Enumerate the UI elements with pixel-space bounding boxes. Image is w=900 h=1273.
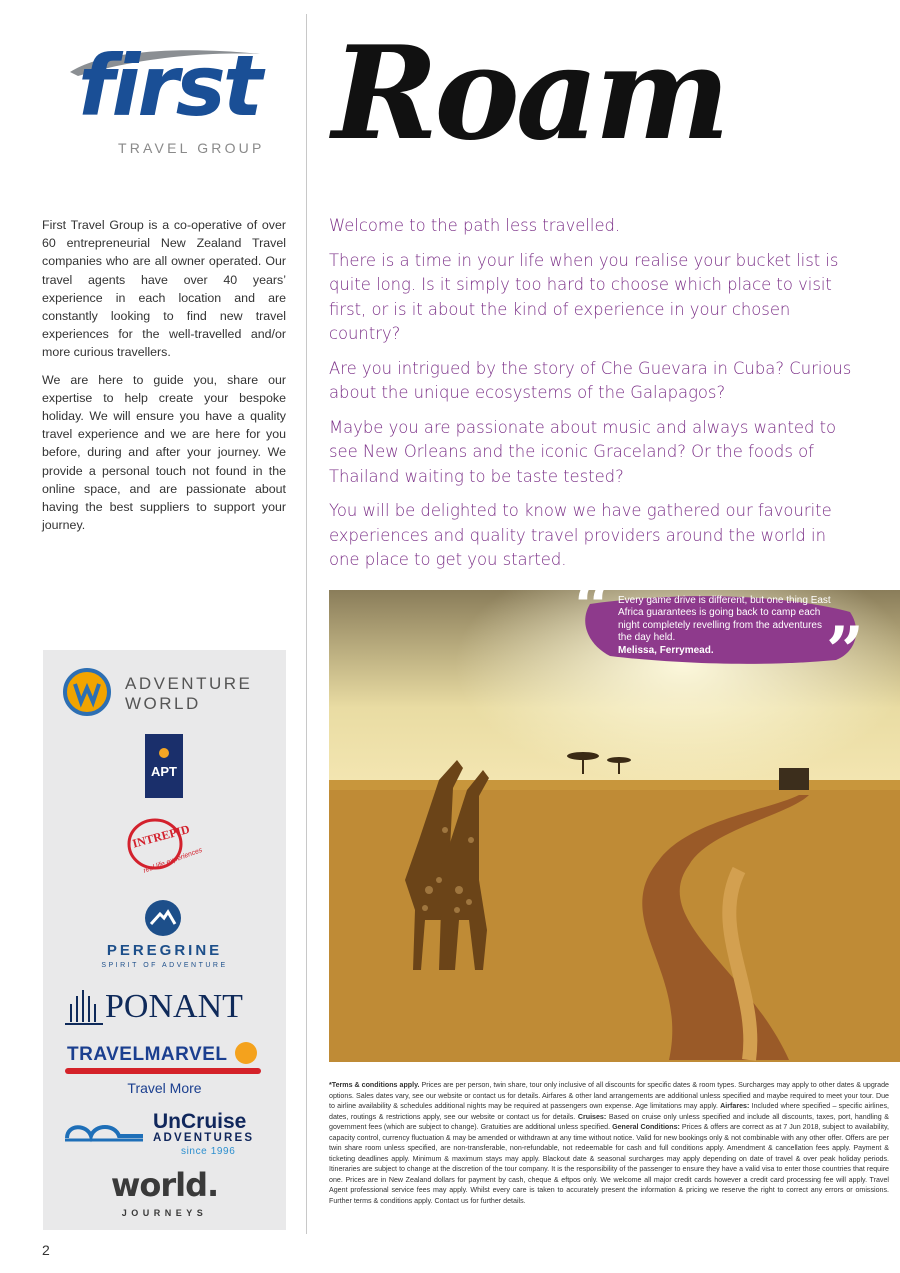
travelmarvel-sun-icon <box>235 1042 257 1064</box>
intro-paragraph: First Travel Group is a co-operative of over 60 entrepreneurial New Zealand Travel companies who are all owner operated. Our travel agents have over 40 years’ experience in each location and are constantly looking to find new travel experiences for the well-travelled and/or more curious travellers. <box>42 218 286 360</box>
column-divider <box>306 14 307 1234</box>
quote-author: Melissa, Ferrymead. <box>618 644 714 656</box>
ponant-logo: PONANT <box>105 988 243 1025</box>
world-journeys-subtitle: JOURNEYS <box>121 1208 208 1218</box>
intrepid-tagline: real life experiences <box>142 846 203 875</box>
adventure-world-logo: ADVENTURE WORLD <box>125 674 253 713</box>
terms-and-conditions <box>329 1080 889 1206</box>
travelmarvel-logo: TRAVELMARVEL <box>67 1044 228 1065</box>
main-paragraph: There is a time in your life when you realise your bucket list is quite long. Is it simply too hard to choose which place to visit first, or is it about the kind of experience in your chosen country? <box>329 250 839 343</box>
uncruise-since: since 1996 <box>181 1146 236 1157</box>
apt-logo <box>145 734 183 798</box>
terms-general-label: General Conditions: <box>612 1123 680 1131</box>
travelmarvel-tagline: Travel More <box>127 1080 202 1096</box>
terms-heading: *Terms & conditions apply. <box>329 1081 420 1089</box>
logo-wordmark: first <box>78 37 260 135</box>
apt-label: APT <box>151 764 177 779</box>
terms-text: Prices & offers are correct as at 7 Jun 2018, subject to availability, capacity control, currency fluctuation & may be amended or withdrawn at any time without notice. Valid for new bookings only & not combinable with any other offer. Offers are per twin share room unless specified, are non-transferable, non-refundable, not redeemable for cash and full conditions apply. Amendment & cancellation fees apply. Payment & ticketing deadlines apply. Minimum & maximum stays may apply. Blackout date & seasonal surcharges may apply depending on date of travel & over peak holiday periods. Itineraries are subject to change at the discretion of the tour company. It is the responsibility of the passenger to ensure they have a valid visa to enter those countries that require one. Prices are in New Zealand dollars for payment by cash, cheque & eftpos only. We welcome all major credit cards however a credit card processing fee will apply. Travel Agent professional service fees may apply. Whilst every care is taken to accurately present the information & pricing we reserve the right to correct any errors or omissions. Further terms & conditions apply. Contact us for further details. <box>329 1123 889 1205</box>
testimonial-quote <box>618 595 838 657</box>
main-paragraph: Are you intrigued by the story of Che Guevara in Cuba? Curious about the unique ecosystems of the Galapagos? <box>329 358 852 402</box>
main-paragraph: You will be delighted to know we have gathered our favourite experiences and quality travel providers around the world in one place to get you started. <box>329 501 832 569</box>
peregrine-mountain-icon <box>145 900 181 936</box>
terms-text: Prices are per person, twin share, tour only inclusive of all discounts for specific dates & room types. Surcharges may apply to other dates & upgrade options. Sales dates vary, see our website or contact us for details. Airfares & other land arrangements are additional unless specified and maybe required to meet your tour. Due to airline availability & schedules additional nights may be required at passengers own expense. Age limitations may apply. <box>329 1081 889 1110</box>
quote-text: Every game drive is different, but one thing East Africa guarantees is going back to camp each night completely revelling from the adventures the day held. <box>618 595 831 644</box>
close-quote-icon: ” <box>826 612 864 690</box>
uncruise-logo: UnCruise <box>153 1110 247 1133</box>
peregrine-tagline: SPIRIT OF ADVENTURE <box>101 962 228 969</box>
intrepid-label: INTREPID <box>130 821 192 851</box>
partner-logos-panel <box>43 650 286 1230</box>
adventure-world-icon <box>63 668 111 716</box>
uncruise-wave-icon <box>63 1116 147 1144</box>
main-text <box>329 214 859 583</box>
main-paragraph: Maybe you are passionate about music and always wanted to see New Orleans and the iconic Graceland? Or the foods of Thailand waiting to be taste tested? <box>329 417 837 486</box>
intro-paragraph: We are here to guide you, share our expertise to help create your bespoke holiday. We will ensure you have a quality travel experience and we are here for you before, during and after your journey. We provide a personal touch not found in the online space, and are passionate about having the best suppliers to support your journey. <box>42 372 286 533</box>
intro-text <box>42 216 286 543</box>
first-travel-group-logo <box>64 37 274 165</box>
peregrine-logo: PEREGRINE <box>106 942 223 959</box>
ponant-sail-icon <box>65 988 103 1028</box>
world-journeys-logo: world. <box>110 1166 219 1204</box>
main-paragraph: Welcome to the path less travelled. <box>329 216 621 235</box>
terms-airfares-label: Airfares: <box>720 1102 750 1110</box>
logo-subtitle: TRAVEL GROUP <box>118 140 265 156</box>
intrepid-logo <box>123 812 203 887</box>
page-number: 2 <box>42 1242 50 1258</box>
terms-text: Based on cruise only unless specified and include all discounts, taxes, port, handling & government fees (which are subject to change). Gratuities are additional unless specified. <box>329 1112 890 1131</box>
page-title: Roam <box>332 19 727 169</box>
apt-sun-icon <box>159 748 169 758</box>
terms-text: Included where specified – specific airlines, dates, routings & restrictions apply, see our website or contact us for details. <box>329 1102 889 1121</box>
travelmarvel-swoosh <box>65 1068 261 1074</box>
terms-cruises-label: Cruises: <box>577 1112 607 1121</box>
open-quote-icon: “ <box>574 568 612 646</box>
uncruise-subtitle: ADVENTURES <box>153 1132 255 1144</box>
